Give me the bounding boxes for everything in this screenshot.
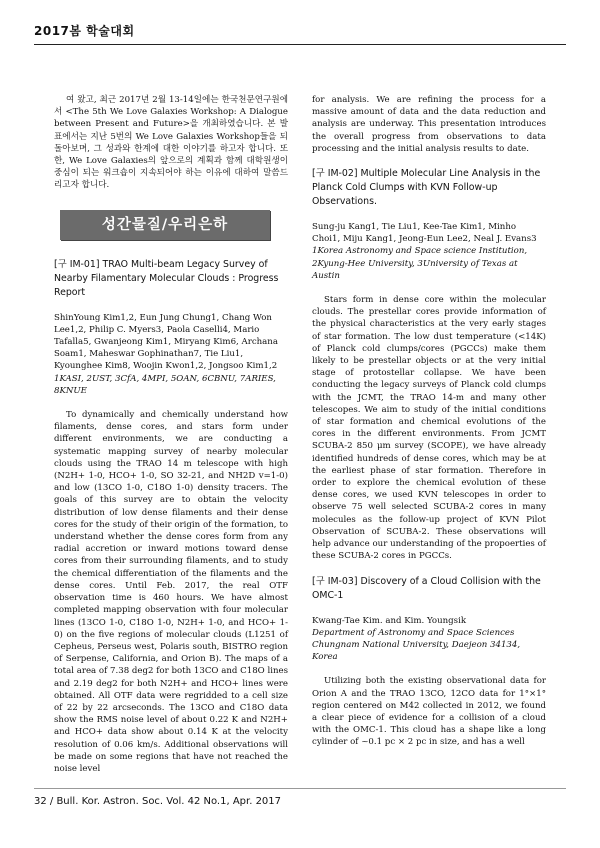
journal-header: 2017봄 학술대회 (34, 24, 135, 38)
header-rule (34, 44, 566, 45)
abstract-body: Stars form in dense core within the molecular clouds. The prestellar cores provide information of the physical characteristics at the very early stages of star formation. The low dust temperature (<14K) of Planck cold clumps/cores (PGCCs) make them likely to be prestellar objects or at the very initial stage of protostellar collapse. We have been conducting the legacy surveys of Planck cold clumps with the JCMT, the TRAO 14-m and many other telescopes. We aim to study of the initial conditions of star formation and chemical evolutions of the cores in the different environments. From JCMT SCUBA-2 850 μm survey (SCOPE), we have already identified hundreds of dense cores, which may be at the earliest phase of star formation. Therefore in order to explore the chemical evolution of these dense cores, we used KVN telescopes in order to observe 75 well selected SCUBA-2 cores in many molecules as the follow-up project of KVN Pilot Observation of SCUBA-2. These observations will help advance our understanding of the propoerties of these SCUBA-2 cores in PGCCs. (312, 295, 546, 562)
abstract-body: To dynamically and chemically understand how filaments, dense cores, and stars form under different environments, we are conducting a systematic mapping survey of nearby molecular clouds using the TRAO 14 m telescope with high (N2H+ 1-0, HCO+ 1-0, SO 32-21, and NH2D v=1-0) and low (13CO 1-0, C18O 1-0) density tracers. The goals of this survey are to obtain the velocity distribution of low dense filaments and their dense cores for the study of their origin of the formation, to understand whether the dense cores form from any radial accretion or inward motions toward dense cores from their surrounding filaments, and to study the chemical differentiation of the filaments and the dense cores. Until Feb. 2017, the real OTF observation time is 460 hours. We have almost completed mapping observation with four molecular lines (13CO 1-0, C18O 1-0, N2H+ 1-0, and HCO+ 1-0) on the five regions of molecular clouds (L1251 of Cepheus, Perseus west, Polaris south, BISTRO region of Serpense, California, and Orion B). The maps of a total area of 7.38 deg2 for both 13CO and C18O lines and 2.19 deg2 for both N2H+ and HCO+ lines were obtained. All OTF data were regridded to a cell size of 22 by 22 arcseconds. The 13CO and C18O data show the RMS noise level of about 0.22 K and N2H+ and HCO+ data show about 0.14 K at the velocity resolution of 0.06 km/s. Additional observations will be made on some regions that have not reached the noise level (54, 410, 288, 774)
right-column (312, 94, 546, 749)
abstract-title: [구 IM-01] TRAO Multi-beam Legacy Survey of Nearby Filamentary Molecular Clouds : Progress Report (54, 258, 279, 298)
intro-paragraph: 여 왔고, 최근 2017년 2월 13-14일에는 한국천문연구원에서 <The 5th We Love Galaxies Workshop: A Dialogue between Present and Future>을 개최하였습니다. 본 발표에서는 지난 5번의 We Love Galaxies Workshop들을 되돌아보며, 그 성과와 한계에 대한 이야기를 하고자 합니다. 또한, We Love Galaxies의 앞으로의 계획과 함께 대학원생이 중심이 되는 워크숍이 지속되어야 하는 이유에 대하여 말씀드리고자 합니다. (54, 95, 288, 191)
abstract-authors-block (312, 221, 546, 282)
abstract-affiliations: 1Korea Astronomy and Space science Institution, 2Kyung-Hee University, 3University of Texas at Austin (312, 246, 528, 281)
abstract-body: Utilizing both the existing observational data for Orion A and the TRAO 13CO, 12CO data for 1°×1° region centered on M42 collected in 2012, we found a clear piece of evidence for a collision of a cloud with the OMC-1. This cloud has a shape like a long cylinder of ~0.1 pc × 2 pc in size, and has a well (312, 676, 546, 748)
abstract-title: [구 IM-03] Discovery of a Cloud Collision with the OMC-1 (312, 575, 541, 601)
abstract-authors: Sung-ju Kang1, Tie Liu1, Kee-Tae Kim1, Minho Choi1, Miju Kang1, Jeong-Eun Lee2, Neal J. Evans3 (312, 222, 537, 245)
abstract-authors: Kwang-Tae Kim. and Kim. Youngsik (312, 615, 467, 626)
section-banner: 성간물질/우리은하 (60, 210, 270, 240)
abstract-affiliations: 1KASI, 2UST, 3CfA, 4MPI, 5OAN, 6CBNU, 7ARIES, 8KNUE (54, 373, 276, 396)
abstract-authors-block (312, 615, 546, 664)
left-column (54, 94, 288, 775)
continued-paragraph: for analysis. We are refining the process for a massive amount of data and the data reduction and analysis are underway. This presentation introduces the overall progress from observations to data processing and the initial analysis results to date. (312, 95, 546, 154)
page-footer: 32 / Bull. Kor. Astron. Soc. Vol. 42 No.1, Apr. 2017 (34, 796, 282, 807)
footer-rule (34, 788, 566, 789)
abstract-authors: ShinYoung Kim1,2, Eun Jung Chung1, Chang Won Lee1,2, Philip C. Myers3, Paola Caselli4, Mario Tafalla5, Gwanjeong Kim1, Miryang Kim6, Archana Soam1, Maheswar Gophinathan7, Tie Liu1, Kyounghee Kim8, Woojin Kwon1,2, Jongsoo Kim1,2 (54, 312, 278, 372)
abstract-authors-block (54, 312, 288, 397)
abstract-affiliations: Department of Astronomy and Space Sciences Chungnam National University, Daejeon 34134, Korea (312, 627, 521, 663)
abstract-title: [구 IM-02] Multiple Molecular Line Analysis in the Planck Cold Clumps with KVN Follow-up Observations. (312, 168, 541, 208)
